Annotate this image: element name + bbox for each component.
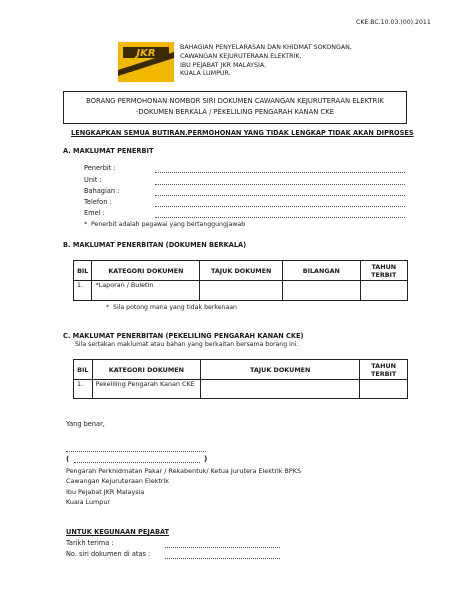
office-line-tarikh[interactable]	[165, 547, 280, 548]
section-b-heading: B. MAKLUMAT PENERBITAN (DOKUMEN BERKALA)	[63, 241, 247, 249]
section-b-note	[106, 304, 237, 311]
office-line-no-siri[interactable]	[165, 558, 280, 559]
field-line-penerbit[interactable]	[155, 172, 405, 173]
section-c-heading: C. MAKLUMAT PENERBITAN (PEKELILING PENGARAH KANAN CKE)	[63, 332, 304, 340]
agency-line: BAHAGIAN PENYELARASAN DAN KHIDMAT SOKONGAN,	[180, 44, 352, 51]
signature-line[interactable]	[66, 451, 206, 452]
note-asterisk-icon: *	[84, 221, 92, 228]
field-label-telefon: Telefon :	[84, 198, 112, 206]
col-bil: BIL	[74, 360, 93, 380]
section-a-note	[84, 221, 245, 228]
field-line-unit[interactable]	[155, 184, 405, 185]
agency-address	[180, 44, 352, 79]
signature-line-text: Ibu Pejabat JKR Malaysia	[66, 487, 145, 496]
section-b-table	[73, 260, 408, 301]
field-label-emel: Emel :	[84, 209, 105, 217]
svg-text:JKR: JKR	[136, 48, 156, 59]
cell-bil: 1.	[74, 281, 92, 301]
signature-close-paren: )	[204, 455, 208, 463]
office-field-tarikh: Tarikh terima :	[66, 539, 114, 547]
signature-line-text: Kuala Lumpur	[66, 497, 111, 506]
cell-kategori: Pekeliling Pengarah Kanan CKE	[92, 380, 201, 399]
cell-tajuk[interactable]	[201, 380, 360, 399]
instruction: LENGKAPKAN SEMUA BUTIRAN.PERMOHONAN YANG TIDAK LENGKAP TIDAK AKAN DIPROSES	[71, 129, 414, 137]
section-a-heading: A. MAKLUMAT PENERBIT	[63, 147, 154, 155]
signature-open-paren: (	[66, 455, 70, 463]
field-label-penerbit: Penerbit :	[84, 164, 116, 172]
office-heading: UNTUK KEGUNAAN PEJABAT	[66, 528, 170, 536]
signature-line-text: Pengarah Perkhidmatan Pakar / Rekabentuk/ Ketua Jurutera Elektrik BPKS	[66, 467, 302, 475]
form-title-line: -DOKUMEN BERKALA / PEKELILING PENGARAH KANAN CKE	[135, 108, 335, 116]
note-asterisk-icon: *	[106, 304, 114, 311]
form-title-line: BORANG PERMOHONAN NOMBOR SIRI DOKUMEN CAWANGAN KEJURUTERAAN ELEKTRIK	[86, 97, 384, 105]
section-c-table	[73, 359, 408, 399]
table-row	[74, 281, 408, 301]
section-b-note-text: Sila potong mana yang tidak berkenaan	[113, 304, 237, 311]
cell-tajuk[interactable]	[200, 281, 283, 301]
col-kategori: KATEGORI DOKUMEN	[92, 360, 201, 380]
col-tajuk: TAJUK DOKUMEN	[201, 360, 360, 380]
jkr-logo	[118, 42, 174, 82]
cell-bilangan[interactable]	[282, 281, 360, 301]
form-title-box	[63, 91, 407, 124]
cell-kategori: *Laporan / Buletin	[92, 281, 200, 301]
signature-block	[66, 466, 301, 507]
col-kategori: KATEGORI DOKUMEN	[92, 261, 200, 281]
signature-name-line[interactable]	[74, 462, 200, 463]
col-tahun-terbit: TAHUN TERBIT	[360, 261, 407, 281]
signature-line-text: Cawangan Kejuruteraan Elektrik	[66, 477, 169, 486]
cell-tahun[interactable]	[360, 380, 408, 399]
field-label-unit: Unit :	[84, 176, 102, 184]
col-bilangan: BILANGAN	[282, 261, 360, 281]
field-label-bahagian: Bahagian :	[84, 187, 120, 195]
section-c-subtext: Sila sertakan maklumat atau bahan yang berkaitan bersama borang ini.	[75, 341, 299, 348]
col-bil: BIL	[74, 261, 92, 281]
signature-greeting: Yang benar,	[66, 420, 105, 428]
cell-tahun[interactable]	[360, 281, 407, 301]
field-line-telefon[interactable]	[155, 206, 405, 207]
table-row	[74, 380, 408, 399]
field-line-bahagian[interactable]	[155, 195, 405, 196]
col-tajuk: TAJUK DOKUMEN	[200, 261, 283, 281]
office-field-no-siri: No. siri dokumen di atas :	[66, 550, 151, 558]
agency-line: KUALA LUMPUR.	[180, 70, 231, 78]
field-line-emel[interactable]	[155, 217, 405, 218]
cell-bil: 1.	[74, 380, 93, 399]
form-code: CKE.BC.10.03.(00).2011	[356, 19, 431, 26]
section-a-note-text: Penerbit adalah pegawai yang bertanggungjawab	[91, 221, 246, 228]
col-tahun-terbit: TAHUN TERBIT	[360, 360, 408, 380]
agency-line: CAWANGAN KEJURUTERAAN ELEKTRIK,	[180, 52, 302, 60]
agency-line: IBU PEJABAT JKR MALAYSIA,	[180, 61, 267, 69]
